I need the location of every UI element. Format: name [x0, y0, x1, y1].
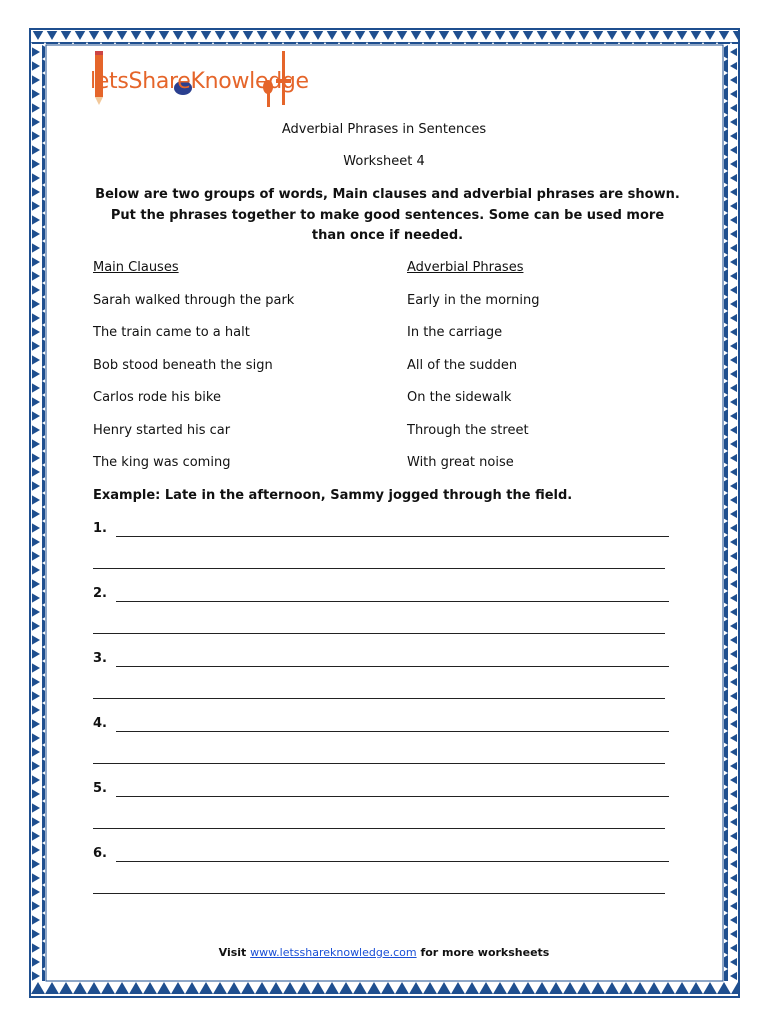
adverbial-phrase-1: Early in the morning: [407, 293, 540, 308]
main-clause-5: Henry started his car: [93, 423, 231, 438]
adverbial-phrase-3: All of the sudden: [407, 358, 518, 373]
answer-line-5b[interactable]: [93, 828, 665, 829]
answer-line-6b[interactable]: [93, 893, 665, 894]
logo-text: letsShareKnowledge: [90, 69, 309, 94]
adverbial-phrase-5: Through the street: [407, 423, 529, 438]
answer-number-6: 6.: [93, 846, 107, 861]
footer-suffix: for more worksheets: [420, 946, 550, 959]
answer-number-4: 4.: [93, 716, 107, 731]
footer-link[interactable]: www.letsshareknowledge.com: [250, 946, 417, 959]
answer-line-6a[interactable]: [116, 861, 669, 862]
footer: [0, 946, 768, 959]
answer-line-3a[interactable]: [116, 666, 669, 667]
main-clause-4: Carlos rode his bike: [93, 390, 221, 405]
main-clause-1: Sarah walked through the park: [93, 293, 295, 308]
answer-line-1b[interactable]: [93, 568, 665, 569]
answer-line-2a[interactable]: [116, 601, 669, 602]
adverbial-phrases-header: Adverbial Phrases: [407, 260, 524, 275]
adverbial-phrase-4: On the sidewalk: [407, 390, 512, 405]
answer-line-5a[interactable]: [116, 796, 669, 797]
answer-number-3: 3.: [93, 651, 107, 666]
example-sentence: Example: Late in the afternoon, Sammy jogged through the field.: [93, 488, 573, 503]
answer-number-1: 1.: [93, 521, 107, 536]
main-clauses-header: Main Clauses: [93, 260, 179, 275]
answer-number-5: 5.: [93, 781, 107, 796]
worksheet-subtitle: Worksheet 4: [343, 154, 425, 169]
answer-line-2b[interactable]: [93, 633, 665, 634]
answer-line-1a[interactable]: [116, 536, 669, 537]
instructions-text: Below are two groups of words, Main clauses and adverbial phrases are shown. Put the phrases together to make good sentences. Some can be used more than once if needed.: [95, 187, 680, 243]
footer-prefix: Visit: [218, 946, 247, 959]
answer-line-3b[interactable]: [93, 698, 665, 699]
site-logo[interactable]: [90, 47, 350, 117]
main-clause-6: The king was coming: [93, 455, 231, 470]
answer-line-4a[interactable]: [116, 731, 669, 732]
adverbial-phrase-6: With great noise: [407, 455, 514, 470]
adverbial-phrase-2: In the carriage: [407, 325, 503, 340]
answer-line-4b[interactable]: [93, 763, 665, 764]
main-clause-3: Bob stood beneath the sign: [93, 358, 273, 373]
worksheet-title: Adverbial Phrases in Sentences: [281, 122, 487, 137]
answer-number-2: 2.: [93, 586, 107, 601]
main-clause-2: The train came to a halt: [93, 325, 250, 340]
